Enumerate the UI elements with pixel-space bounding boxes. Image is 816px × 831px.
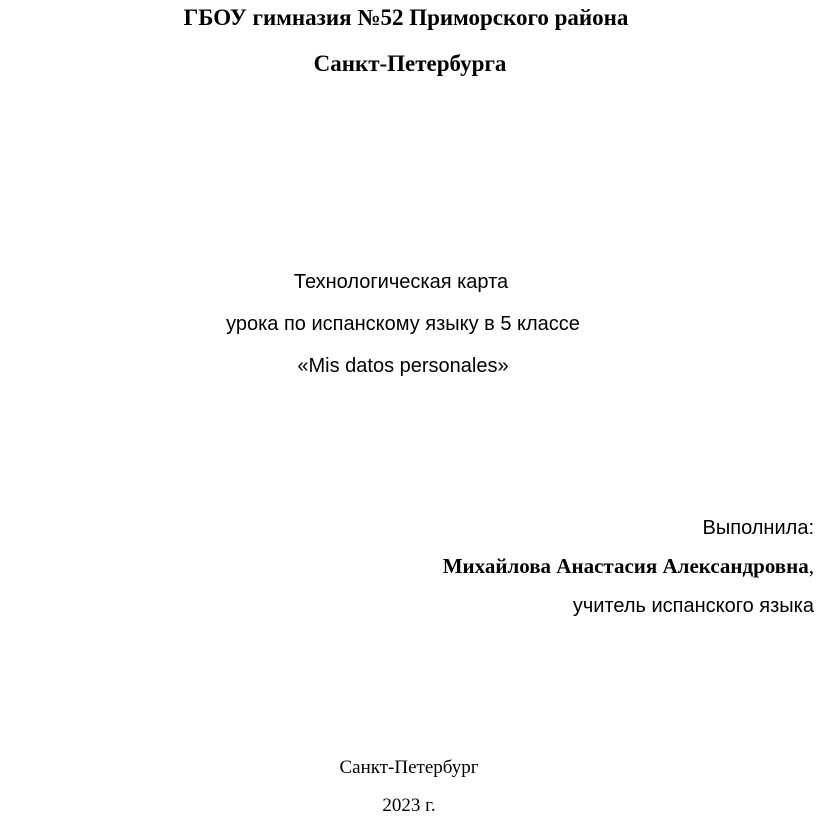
lesson-topic: «Mis datos personales» xyxy=(297,355,509,377)
doc-subtitle: урока по испанскому языку в 5 классе xyxy=(226,313,580,335)
school-city: Санкт-Петербурга xyxy=(313,51,507,76)
author-comma: , xyxy=(808,554,814,578)
footer-year: 2023 г. xyxy=(382,795,436,816)
school-name: ГБОУ гимназия №52 Приморского района xyxy=(183,5,629,30)
footer-city: Санкт-Петербург xyxy=(339,757,479,778)
author-role: учитель испанского языка xyxy=(572,595,814,617)
doc-title: Технологическая карта xyxy=(293,271,509,293)
author-name-line xyxy=(443,556,814,577)
author-label: Выполнила: xyxy=(702,517,814,539)
author-name: Михайлова Анастасия Александровна xyxy=(442,554,809,578)
